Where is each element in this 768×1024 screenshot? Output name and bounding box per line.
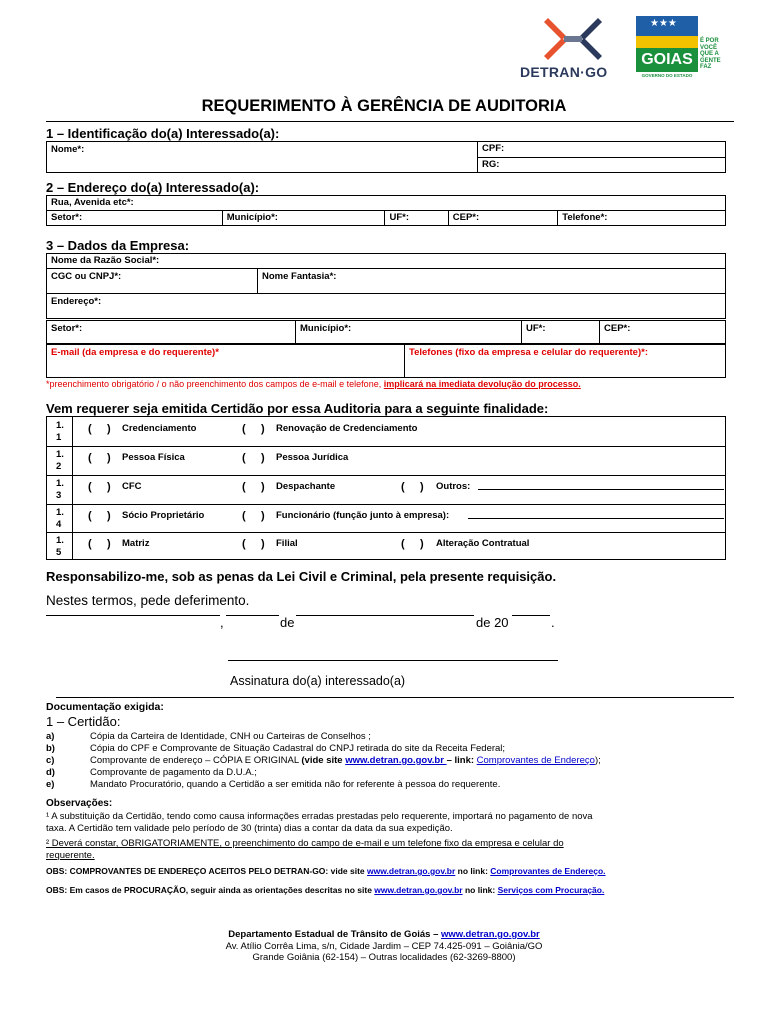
option-row-4 — [46, 505, 726, 533]
option-number: 1. 1 — [56, 420, 64, 443]
servicos-procuracao-link[interactable]: Serviços com Procuração. — [497, 885, 605, 895]
footer-detran-link[interactable]: www.detran.go.gov.br — [441, 929, 540, 940]
option-number: 1. 3 — [56, 478, 64, 501]
section3-heading: 3 – Dados da Empresa: — [46, 238, 190, 253]
option-funcionario: Funcionário (função junto à empresa): — [276, 510, 450, 521]
checkbox-pessoa-juridica[interactable]: ( ) — [242, 452, 265, 464]
setor-empresa-label[interactable]: Setor*: — [51, 323, 83, 334]
date-de-20: de 20 — [476, 615, 509, 630]
goias-sub: GOVERNO DO ESTADO — [641, 73, 693, 78]
section3-form-b — [46, 320, 726, 344]
fantasia-label[interactable]: Nome Fantasia*: — [262, 271, 337, 282]
municipio-empresa-label[interactable]: Município*: — [300, 323, 352, 334]
mandatory-note: *preenchimento obrigatório / o não preenchimento dos campos de e-mail e telefone, implicará na imediata devolução do processo. — [46, 379, 581, 389]
rua-label[interactable]: Rua, Avenida etc*: — [51, 197, 134, 208]
city-input-line[interactable] — [46, 615, 220, 616]
endereco-label[interactable]: Endereço*: — [51, 296, 102, 307]
footer-line1: Departamento Estadual de Trânsito de Goiás – www.detran.go.gov.br — [228, 929, 540, 940]
checkbox-matriz[interactable]: ( ) — [88, 538, 111, 550]
obs1-line1: ¹ A substituição da Certidão, tendo como causa informações erradas prestadas pelo requerente, importará no pagamento de nova — [46, 811, 593, 822]
obs-detran-link[interactable]: www.detran.go.gov.br — [367, 866, 456, 876]
option-despachante: Despachante — [276, 481, 336, 492]
footer — [0, 929, 768, 964]
cep-label[interactable]: CEP*: — [452, 212, 480, 223]
section3-contact — [46, 344, 726, 378]
obs2-line1: ² Deverá constar, OBRIGATORIAMENTE, o preenchimento do campo de e-mail e um telefone fixo da empresa e celular do — [46, 838, 564, 849]
certidao-heading: 1 – Certidão: — [46, 714, 121, 729]
option-row-5 — [46, 533, 726, 561]
section1-heading: 1 – Identificação do(a) Interessado(a): — [46, 126, 280, 141]
page-title: REQUERIMENTO À GERÊNCIA DE AUDITORIA — [201, 97, 567, 115]
doc-separator — [56, 697, 734, 698]
section2-heading: 2 – Endereço do(a) Interessado(a): — [46, 180, 260, 195]
checkbox-alteracao[interactable]: ( ) — [401, 538, 424, 550]
nome-label[interactable]: Nome*: — [51, 144, 85, 155]
finalidade-heading: Vem requerer seja emitida Certidão por essa Auditoria para a seguinte finalidade: — [46, 401, 549, 416]
goias-logo — [636, 16, 726, 80]
telefones-label[interactable]: Telefones (fixo da empresa e celular do requerente)*: — [409, 347, 648, 358]
telefone-label[interactable]: Telefone*: — [562, 212, 608, 223]
checkbox-cfc[interactable]: ( ) — [88, 481, 111, 493]
checkbox-renovacao[interactable]: ( ) — [242, 423, 265, 435]
checkbox-funcionario[interactable]: ( ) — [242, 510, 265, 522]
obs1-line2: taxa. A Certidão tem validade pelo período de 30 (trinta) dias a contar da data da sua expedição. — [46, 823, 453, 834]
month-input-line[interactable] — [296, 615, 474, 616]
outros-input-line[interactable] — [478, 489, 724, 490]
razao-label[interactable]: Nome da Razão Social*: — [51, 255, 160, 266]
date-de-1: de — [280, 615, 295, 630]
option-pessoa-juridica: Pessoa Jurídica — [276, 452, 349, 463]
mandatory-note-emph: implicará na imediata devolução do processo. — [383, 379, 581, 389]
goias-logo-text: GOIAS — [636, 48, 698, 72]
detran-logo-text: DETRAN·GO — [520, 64, 608, 80]
email-label[interactable]: E-mail (da empresa e do requerente)* — [51, 347, 219, 358]
obs-heading: Observações: — [46, 798, 113, 809]
option-socio: Sócio Proprietário — [122, 510, 205, 521]
date-dot: . — [551, 615, 555, 630]
option-number: 1. 2 — [56, 449, 64, 472]
detran-arrows-icon — [518, 14, 628, 64]
detran-site-link[interactable]: www.detran.go.gov.br — [345, 755, 447, 766]
year-input-line[interactable] — [512, 615, 550, 616]
comprovantes-link[interactable]: Comprovantes de Endereço — [476, 755, 595, 766]
obs-comprovantes: OBS: COMPROVANTES DE ENDEREÇO ACEITOS PELO DETRAN-GO: vide site www.detran.go.gov.br no link: Comprovantes de Endereço. — [46, 866, 606, 876]
funcionario-input-line[interactable] — [468, 518, 724, 519]
signature-line[interactable] — [228, 660, 558, 661]
date-comma: , — [220, 615, 224, 630]
cpf-label[interactable]: CPF: — [482, 143, 505, 154]
option-number: 1. 4 — [56, 507, 64, 530]
day-input-line[interactable] — [226, 615, 279, 616]
footer-line2: Av. Atílio Corrêa Lima, s/n, Cidade Jardim – CEP 74.425-091 – Goiânia/GO — [225, 940, 543, 952]
option-pessoa-fisica: Pessoa Física — [122, 452, 185, 463]
option-row-1 — [46, 418, 726, 446]
signature-label: Assinatura do(a) interessado(a) — [230, 674, 406, 688]
option-outros: Outros: — [436, 481, 471, 492]
star-icon: ★★★ — [650, 18, 677, 29]
section1-form — [46, 141, 726, 173]
option-filial: Filial — [276, 538, 298, 549]
checkbox-filial[interactable]: ( ) — [242, 538, 265, 550]
municipio-label[interactable]: Município*: — [226, 212, 278, 223]
detran-logo — [518, 14, 628, 82]
uf-label[interactable]: UF*: — [389, 212, 410, 223]
checkbox-despachante[interactable]: ( ) — [242, 481, 265, 493]
obs-procuracao-detran-link[interactable]: www.detran.go.gov.br — [374, 885, 463, 895]
option-matriz: Matriz — [122, 538, 150, 549]
option-row-2 — [46, 447, 726, 475]
nestes-termos-text: Nestes termos, pede deferimento. — [46, 593, 250, 608]
rg-label[interactable]: RG: — [482, 158, 500, 170]
obs-procuracao: OBS: Em casos de PROCURAÇÃO, seguir ainda as orientações descritas no site www.detran.go.gov.br no link: Serviços com Procuração. — [46, 885, 605, 895]
goias-flag-stripe — [636, 36, 698, 48]
option-alteracao: Alteração Contratual — [436, 538, 530, 549]
checkbox-outros[interactable]: ( ) — [401, 481, 424, 493]
checkbox-pessoa-fisica[interactable]: ( ) — [88, 452, 111, 464]
obs-comprovantes-link[interactable]: Comprovantes de Endereço. — [490, 866, 606, 876]
cep-empresa-label[interactable]: CEP*: — [604, 323, 631, 334]
title-underline — [46, 121, 734, 122]
section3-form — [46, 253, 726, 319]
responsabilizo-text: Responsabilizo-me, sob as penas da Lei Civil e Criminal, pela presente requisição. — [46, 569, 557, 584]
footer-line3: Grande Goiânia (62-154) – Outras localidades (62-3269-8800) — [252, 952, 516, 963]
checkbox-credenciamento[interactable]: ( ) — [88, 423, 111, 435]
uf-empresa-label[interactable]: UF*: — [526, 323, 546, 334]
option-credenciamento: Credenciamento — [122, 423, 197, 434]
cnpj-label[interactable]: CGC ou CNPJ*: — [51, 271, 122, 282]
checkbox-socio[interactable]: ( ) — [88, 510, 111, 522]
obs2-line2: requerente. — [46, 850, 95, 861]
section2-form — [46, 195, 726, 226]
doc-heading: Documentação exigida: — [46, 701, 164, 713]
option-cfc: CFC — [122, 481, 142, 492]
option-renovacao: Renovação de Credenciamento — [276, 423, 418, 434]
goias-stars-band — [636, 16, 698, 36]
goias-slogan: É POR VOCÊ QUE A GENTE FAZ — [700, 38, 721, 70]
option-number: 1. 5 — [56, 535, 64, 558]
option-row-3 — [46, 476, 726, 504]
setor-label[interactable]: Setor*: — [51, 212, 83, 223]
